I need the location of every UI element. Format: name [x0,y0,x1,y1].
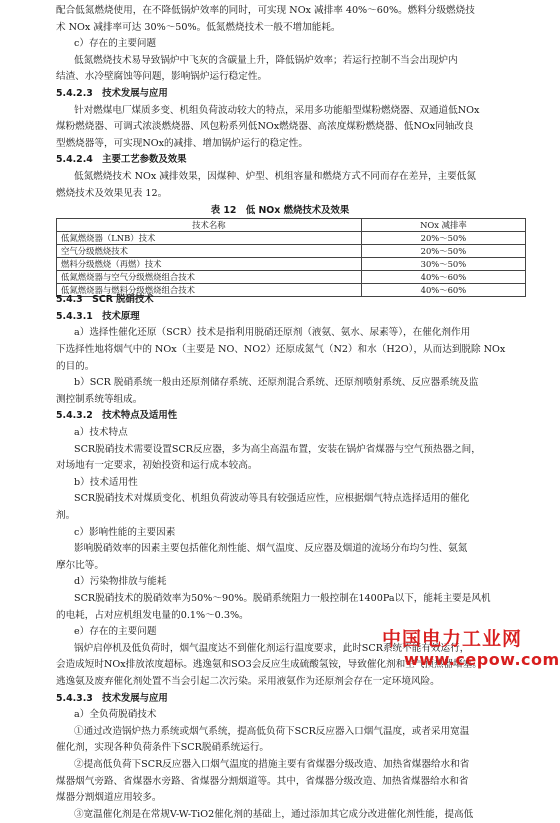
text-line: SCR脱硝技术的脱硝效率为50%～90%。脱硝系统阻力一般控制在1400Pa以下，能耗主要是风机 [74,593,491,604]
text-line: 影响脱硝效率的因素主要包括催化剂性能、烟气温度、反应器及烟道的流场分布均匀性、氨氮 [74,543,468,555]
text-line: 的目的。 [56,360,95,372]
text-line: 会造成短时NOx排放浓度超标。逃逸氨和SO3会反应生成硫酸氢铵，导致催化剂和空气预热器堵塞。 [56,659,482,671]
cell-tech-name: 空气分级燃烧技术 [57,245,362,258]
cell-nox-reduction: 40%～60% [361,284,525,297]
text-line: 配合低氮燃烧使用，在不降低锅炉效率的同时，可实现 NOx 减排率 40%～60%。燃料分级燃烧技 [56,5,475,16]
text-line: 燃烧技术及效果见表 12。 [56,187,168,199]
text-line: ②提高低负荷下SCR反应器入口烟气温度的措施主要有省煤器分级改造、加热省煤器给水和省 [74,759,470,770]
text-line: 摩尔比等。 [56,559,104,571]
text-line: a）全负荷脱硝技术 [74,709,157,721]
text-line: a）选择性催化还原（SCR）技术是指利用脱硝还原剂（液氨、氨水、尿素等），在催化剂作用 [74,327,471,339]
text-line: 测控制系统等组成。 [56,393,143,405]
text-line: 剂。 [56,510,76,521]
table-row [57,245,526,258]
text-line: a）技术特点 [74,427,128,438]
cell-nox-reduction: 40%～60% [361,271,525,284]
cell-nox-reduction: 20%～50% [361,232,525,245]
text-line: 逃逸氨及废弃催化剂处置不当会引起二次污染。采用液氨作为还原剂会存在一定环境风险。 [56,676,440,687]
text-line: SCR脱硝技术需要设置SCR反应器，多为高尘高温布置，安装在锅炉省煤器与空气预热器之间， [74,443,481,455]
text-line: 低氮燃烧技术 NOx 减排效果，因煤种、炉型、机组容量和燃烧方式不同而存在差异，主要低氮 [74,171,476,182]
text-line: 下选择性地将烟气中的 NOx（主要是 NO、NO2）还原成氮气（N2）和水（H2O），从而达到脱除 NOx [56,344,506,355]
text-line: e）存在的主要问题 [74,626,157,638]
section-heading: 5.4.3 SCR 脱硝技术 [56,294,154,306]
text-line: 结渣、水冷壁腐蚀等问题，影响锅炉运行稳定性。 [56,71,268,83]
text-line: c）存在的主要问题 [74,38,157,50]
cell-nox-reduction: 30%～50% [361,258,525,271]
cell-tech-name: 低氮燃烧器与燃料分级燃烧组合技术 [57,284,362,297]
section-heading: 5.4.3.3 技术发展与应用 [56,692,168,704]
cell-nox-reduction: 20%～50% [361,245,525,258]
text-line: 锅炉启停机及低负荷时，烟气温度达不到催化剂运行温度要求，此时SCR系统不能有效运行， [74,642,470,654]
text-line: 术 NOx 减排率可达 30%～50%。低氮燃烧技术一般不增加能耗。 [56,21,341,33]
section-heading: 5.4.2.4 主要工艺参数及效果 [56,154,187,166]
text-line: 低氮燃烧技术易导致锅炉中飞灰的含碳量上升，降低锅炉效率；若运行控制不当会出现炉内 [74,54,458,66]
table-caption: 表 12 低 NOx 燃烧技术及效果 [210,205,350,217]
table-row [57,271,526,284]
section-heading: 5.4.2.3 技术发展与应用 [56,88,168,99]
cell-tech-name: 低氮燃烧器与空气分级燃烧组合技术 [57,271,362,284]
cell-tech-name: 低氮燃烧器（LNB）技术 [57,232,362,245]
text-line: 针对燃煤电厂煤质多变、机组负荷波动较大的特点，采用多功能船型煤粉燃烧器、双通道低NOx [74,104,480,116]
text-line: ③宽温催化剂是在常规V-W-TiO2催化剂的基础上，通过添加其它成分改进催化剂性能，提高低 [74,808,474,820]
section-heading: 5.4.3.2 技术特点及适用性 [56,410,178,422]
watermark-title: 中国电力工业网 [382,628,523,650]
nox-technology-table [56,218,526,297]
cell-tech-name: 燃料分级燃烧（再燃）技术 [57,258,362,271]
text-line: 对场地有一定要求，初始投资和运行成本较高。 [56,460,258,472]
section-heading: 5.4.3.1 技术原理 [56,310,140,322]
text-line: ①通过改造锅炉热力系统或烟气系统，提高低负荷下SCR反应器入口烟气温度，或者采用宽温 [74,725,470,737]
table-header-row [57,219,526,232]
header-tech-name: 技术名称 [57,219,362,232]
text-line: 型燃烧器等，可实现NOx的减排、增加锅炉运行的稳定性。 [56,137,308,149]
text-line: b）技术适用性 [74,476,138,488]
table-row [57,232,526,245]
watermark-url: www.cepow.com [404,650,560,669]
text-line: 的电耗，占对应机组发电量的0.1%～0.3%。 [56,609,249,621]
text-line: c）影响性能的主要因素 [74,526,176,538]
table-row [57,258,526,271]
text-line: 催化剂，实现各种负荷条件下SCR脱硝系统运行。 [56,742,270,754]
text-line: d）污染物排放与能耗 [74,576,167,588]
header-nox-reduction: NOx 减排率 [361,219,525,232]
text-line: 煤器分割烟道应用较多。 [56,792,162,804]
text-line: 煤粉燃烧器、可调式浓淡燃烧器、风包粉系列低NOx燃烧器、高浓度煤粉燃烧器、低NOx同轴改良 [56,121,474,133]
text-line: b）SCR 脱硝系统一般由还原剂储存系统、还原剂混合系统、还原剂喷射系统、反应器系统及监 [74,377,479,389]
text-line: 煤器烟气旁路、省煤器水旁路、省煤器分割烟道等。其中，省煤器分级改造、加热省煤器给水和省 [56,775,469,787]
text-line: SCR脱硝技术对煤质变化、机组负荷波动等具有较强适应性，应根据烟气特点选择适用的催化 [74,493,470,505]
